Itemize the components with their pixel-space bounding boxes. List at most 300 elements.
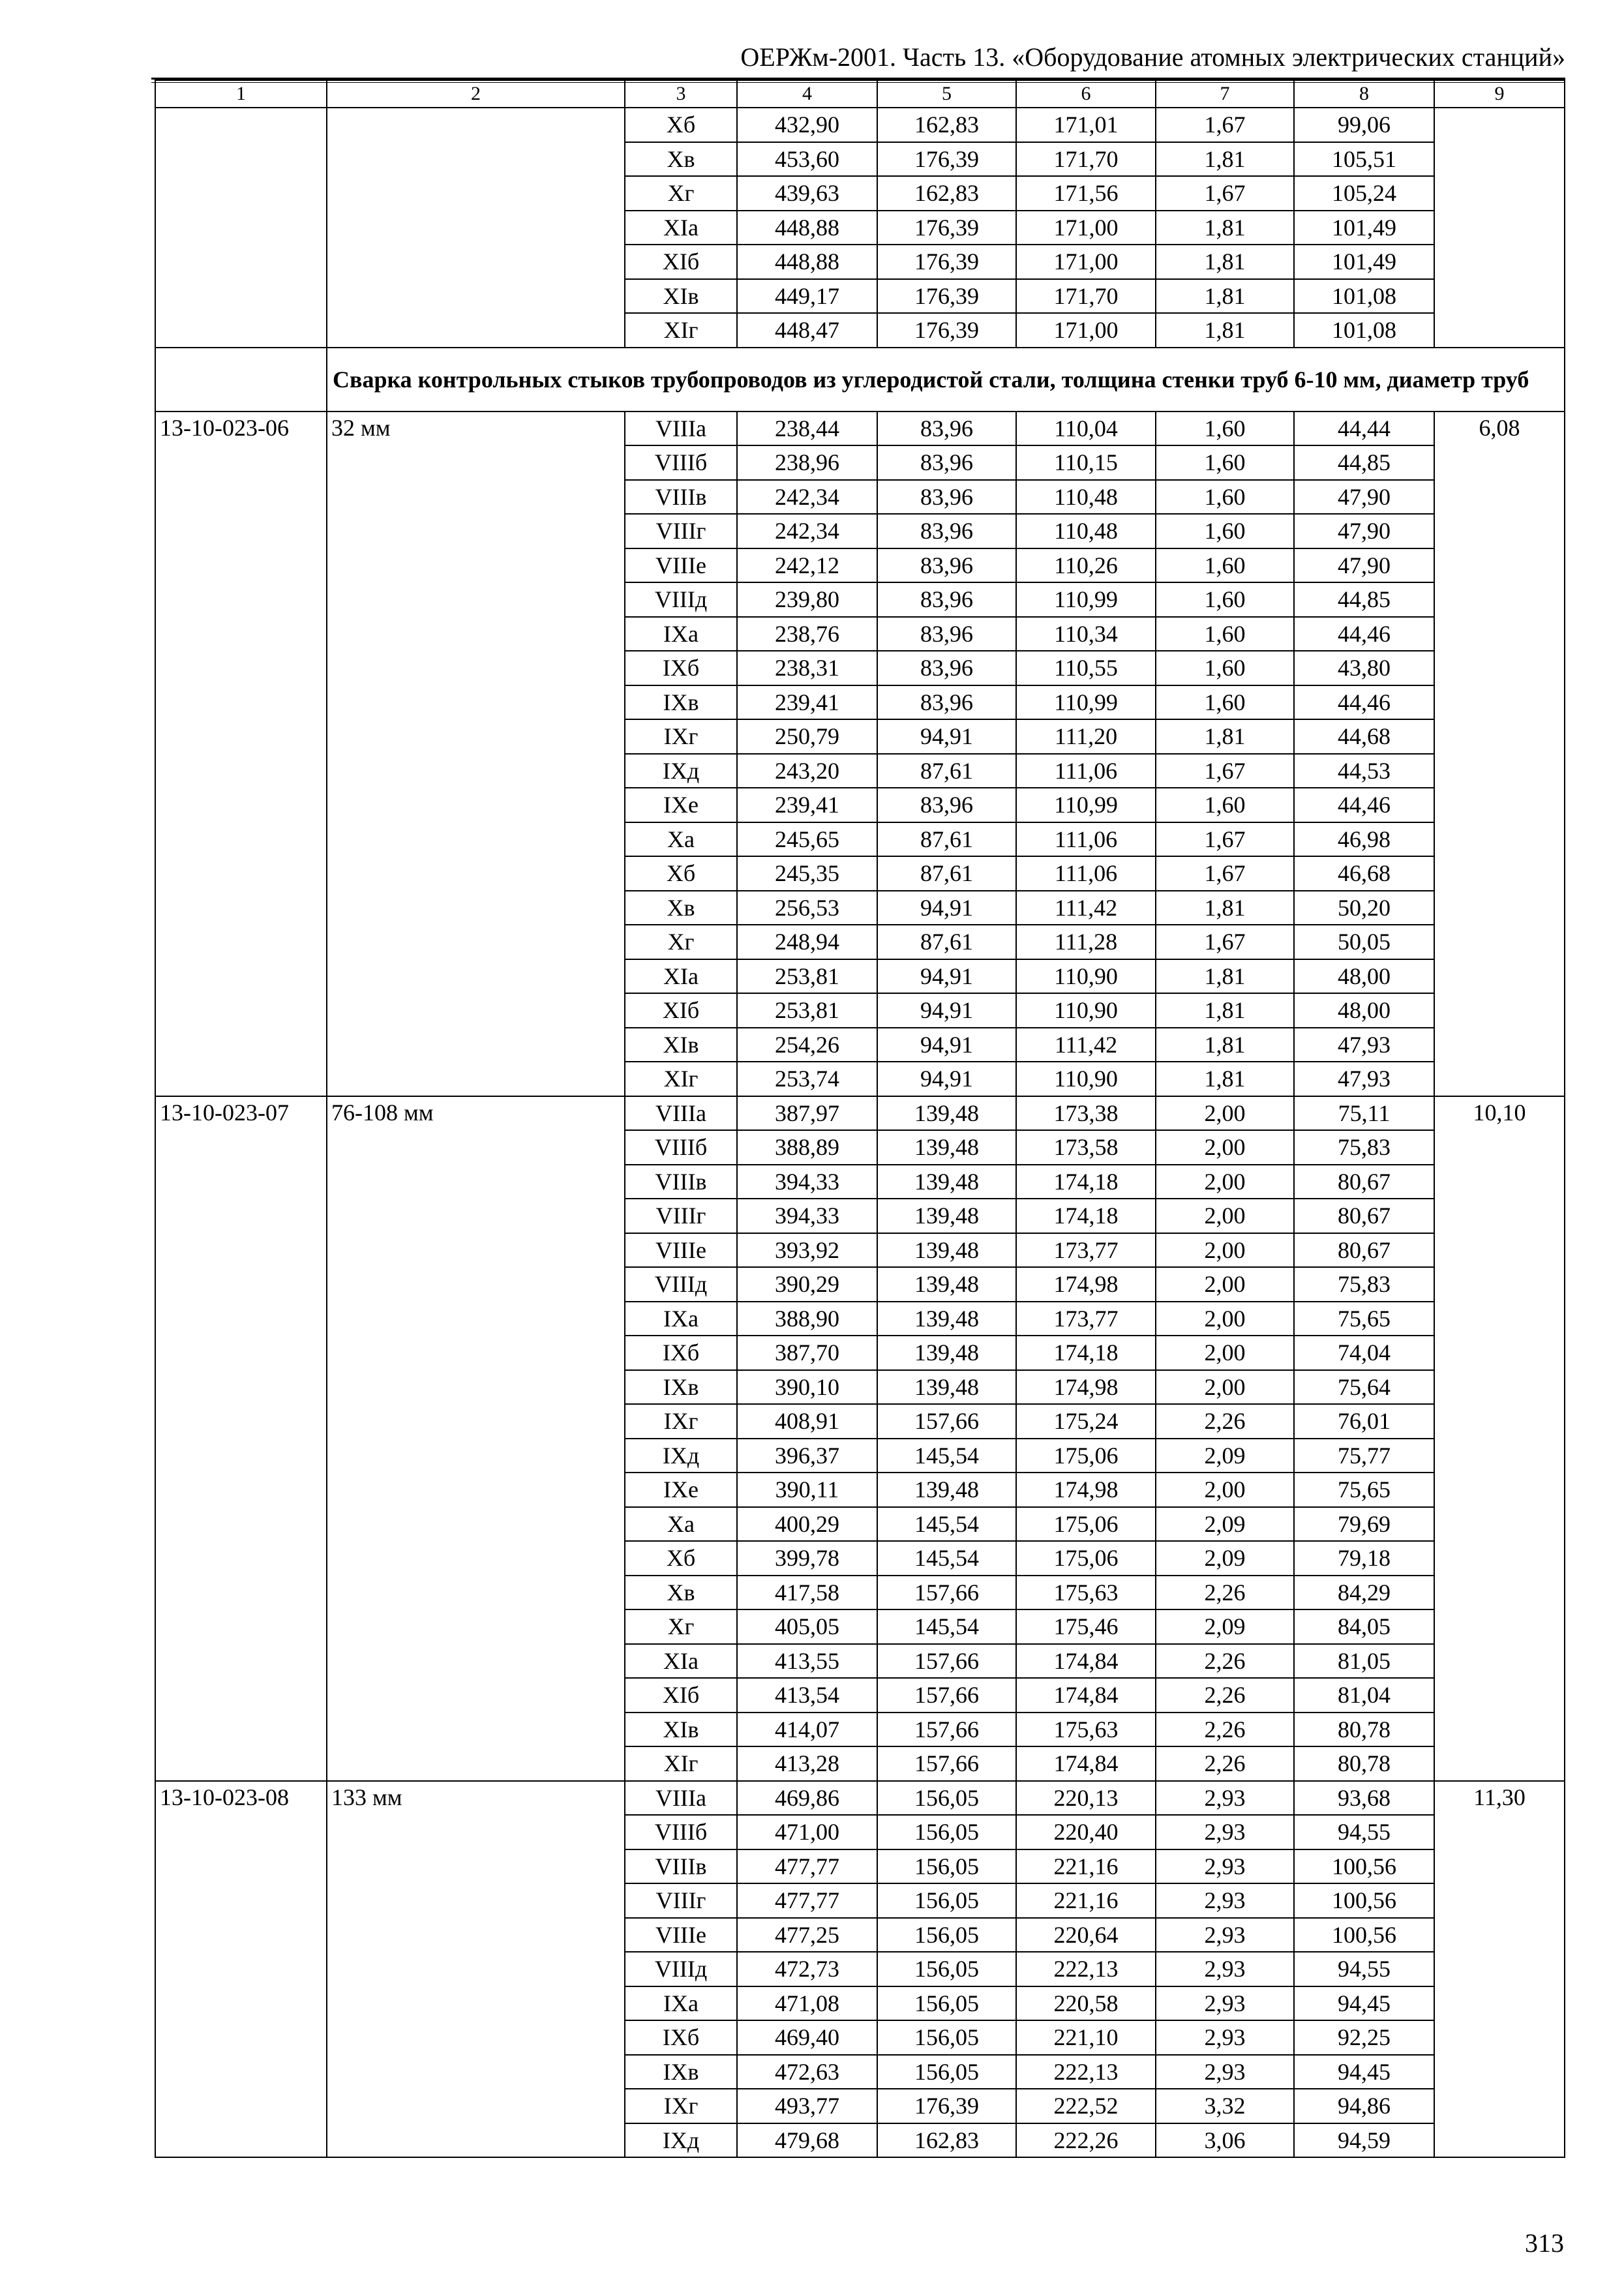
cell-col5: 162,83 (877, 2123, 1016, 2158)
cell-col6: 110,15 (1016, 445, 1156, 480)
cell-col5: 83,96 (877, 788, 1016, 822)
cell-col6: 174,18 (1016, 1336, 1156, 1370)
cell-col8: 93,68 (1294, 1781, 1434, 1816)
cell-col8: 50,05 (1294, 925, 1434, 959)
column-number: 6 (1016, 80, 1156, 108)
cell-category: VIIIa (625, 1781, 737, 1816)
cell-col5: 176,39 (877, 211, 1016, 245)
cell-category: Xг (625, 925, 737, 959)
cell-col4: 394,33 (737, 1165, 877, 1199)
cell-col8: 47,90 (1294, 480, 1434, 515)
cell-col5: 145,54 (877, 1507, 1016, 1542)
cell-col6: 110,34 (1016, 617, 1156, 651)
cell-col8: 44,46 (1294, 788, 1434, 822)
cell-category: IXб (625, 2020, 737, 2055)
cell-category: VIIIa (625, 1096, 737, 1131)
cell-col6: 174,84 (1016, 1746, 1156, 1781)
cell-col8: 84,29 (1294, 1576, 1434, 1610)
cell-col4: 399,78 (737, 1541, 877, 1576)
cell-category: VIIIв (625, 1849, 737, 1884)
cell-col6: 174,18 (1016, 1165, 1156, 1199)
cell-col8: 47,93 (1294, 1062, 1434, 1096)
cell-col4: 238,31 (737, 651, 877, 685)
cell-col5: 83,96 (877, 445, 1016, 480)
cell-col6: 173,58 (1016, 1130, 1156, 1165)
section-title: Сварка контрольных стыков трубопроводов из углеродистой стали, толщина стенки труб 6-10 мм, диаметр труб (327, 348, 1565, 411)
cell-col7: 2,00 (1156, 1096, 1294, 1131)
cell-category: VIIIг (625, 1199, 737, 1233)
cell-col8: 48,00 (1294, 993, 1434, 1028)
cell-col8: 92,25 (1294, 2020, 1434, 2055)
cell-col7: 1,60 (1156, 651, 1294, 685)
cell-category: VIIIд (625, 1952, 737, 1986)
cell-category: Хг (625, 176, 737, 211)
cell-col6: 171,56 (1016, 176, 1156, 211)
cell-col5: 139,48 (877, 1302, 1016, 1336)
cell-col4: 479,68 (737, 2123, 877, 2158)
cell-col8: 101,49 (1294, 245, 1434, 279)
cell-col4: 388,90 (737, 1302, 877, 1336)
cell-col5: 157,66 (877, 1746, 1016, 1781)
cell-col6: 174,98 (1016, 1370, 1156, 1405)
cell-col6: 111,20 (1016, 719, 1156, 754)
cell-col8: 75,83 (1294, 1267, 1434, 1302)
cell-col5: 139,48 (877, 1267, 1016, 1302)
cell-col7: 2,00 (1156, 1233, 1294, 1268)
cell-col5: 87,61 (877, 754, 1016, 788)
cell-col7: 2,26 (1156, 1404, 1294, 1439)
cell-col6: 175,46 (1016, 1609, 1156, 1644)
cell-col5: 157,66 (877, 1576, 1016, 1610)
cell-col6: 220,58 (1016, 1986, 1156, 2021)
cell-col7: 1,60 (1156, 480, 1294, 515)
cell-col6: 222,13 (1016, 2055, 1156, 2089)
cell-col8: 99,06 (1294, 108, 1434, 142)
cell-col7: 1,81 (1156, 245, 1294, 279)
cell-col5: 176,39 (877, 279, 1016, 314)
cell-col6: 110,48 (1016, 514, 1156, 548)
cell-col8: 101,08 (1294, 279, 1434, 314)
cell-col6: 171,00 (1016, 313, 1156, 348)
cell-col6: 111,42 (1016, 891, 1156, 925)
cell-category: XIв (625, 1713, 737, 1747)
pipe-diameter: 133 мм (327, 1781, 625, 2158)
cell-col4: 394,33 (737, 1199, 877, 1233)
labor-rate: 6,08 (1434, 411, 1565, 1096)
cell-col4: 390,10 (737, 1370, 877, 1405)
cell-col8: 100,56 (1294, 1849, 1434, 1884)
cell-col7: 1,60 (1156, 617, 1294, 651)
cell-col5: 139,48 (877, 1336, 1016, 1370)
cell-col8: 44,44 (1294, 411, 1434, 446)
cell-col5: 87,61 (877, 822, 1016, 857)
cell-col7: 1,67 (1156, 822, 1294, 857)
cell-col6: 111,06 (1016, 754, 1156, 788)
cell-category: IXд (625, 1439, 737, 1473)
cell-col8: 105,51 (1294, 142, 1434, 177)
page-number: 313 (1525, 2228, 1564, 2258)
cell-col7: 1,60 (1156, 548, 1294, 583)
cell-col7: 2,93 (1156, 1918, 1294, 1952)
cell-col5: 94,91 (877, 1028, 1016, 1062)
cell-col4: 390,11 (737, 1473, 877, 1507)
cell-category: Xa (625, 1507, 737, 1542)
cell-col7: 1,60 (1156, 411, 1294, 446)
cell-col6: 111,42 (1016, 1028, 1156, 1062)
cell-col6: 173,38 (1016, 1096, 1156, 1131)
cell-col4: 405,05 (737, 1609, 877, 1644)
cell-col8: 44,85 (1294, 582, 1434, 617)
cell-col7: 1,60 (1156, 514, 1294, 548)
cell-col4: 242,34 (737, 480, 877, 515)
cell-col5: 83,96 (877, 685, 1016, 720)
cell-col4: 387,70 (737, 1336, 877, 1370)
cell-col7: 2,26 (1156, 1678, 1294, 1713)
cell-col6: 221,16 (1016, 1849, 1156, 1884)
cell-col8: 101,49 (1294, 211, 1434, 245)
cell-col6: 175,06 (1016, 1439, 1156, 1473)
cell-col6: 175,06 (1016, 1507, 1156, 1542)
labor-rate: 10,10 (1434, 1096, 1565, 1781)
cell-col6: 111,06 (1016, 822, 1156, 857)
cell-col8: 75,83 (1294, 1130, 1434, 1165)
cell-col5: 156,05 (877, 2055, 1016, 2089)
cell-category: VIIIд (625, 1267, 737, 1302)
cell-col8: 94,59 (1294, 2123, 1434, 2158)
table-body (155, 80, 1565, 2157)
cell-col7: 2,26 (1156, 1746, 1294, 1781)
cell-col7: 1,60 (1156, 685, 1294, 720)
cell-category: IXб (625, 1336, 737, 1370)
column-number: 4 (737, 80, 877, 108)
cell-col5: 176,39 (877, 2089, 1016, 2123)
cell-col6: 110,04 (1016, 411, 1156, 446)
cell-category: VIIIa (625, 411, 737, 446)
cell-col7: 2,93 (1156, 2055, 1294, 2089)
cell-col8: 75,65 (1294, 1473, 1434, 1507)
cell-col4: 471,08 (737, 1986, 877, 2021)
cell-col4: 239,80 (737, 582, 877, 617)
cell-col5: 156,05 (877, 1986, 1016, 2021)
cell-col6: 111,28 (1016, 925, 1156, 959)
cell-col8: 94,55 (1294, 1952, 1434, 1986)
cell-col6: 110,99 (1016, 685, 1156, 720)
cell-col4: 245,35 (737, 856, 877, 891)
cell-col7: 1,67 (1156, 925, 1294, 959)
cell-category: IXв (625, 2055, 737, 2089)
cell-col8: 50,20 (1294, 891, 1434, 925)
cell-col7: 2,00 (1156, 1473, 1294, 1507)
cell-col8: 81,05 (1294, 1644, 1434, 1679)
cell-col6: 220,40 (1016, 1815, 1156, 1849)
section-row (155, 348, 1565, 411)
cell-col6: 221,10 (1016, 2020, 1156, 2055)
cell-col7: 1,81 (1156, 279, 1294, 314)
cell-category: XIa (625, 211, 737, 245)
column-number: 8 (1294, 80, 1434, 108)
cell-col5: 157,66 (877, 1678, 1016, 1713)
rate-code: 13-10-023-08 (155, 1781, 327, 2158)
cell-col5: 162,83 (877, 176, 1016, 211)
cell-col6: 174,98 (1016, 1267, 1156, 1302)
cell-col5: 139,48 (877, 1165, 1016, 1199)
cell-category: XIг (625, 1062, 737, 1096)
cell-col7: 1,60 (1156, 582, 1294, 617)
cell-col8: 75,65 (1294, 1302, 1434, 1336)
cell-col6: 222,13 (1016, 1952, 1156, 1986)
cell-col4: 393,92 (737, 1233, 877, 1268)
cell-col4: 242,34 (737, 514, 877, 548)
cell-col7: 1,81 (1156, 891, 1294, 925)
pipe-diameter: 32 мм (327, 411, 625, 1096)
cell-col5: 156,05 (877, 1918, 1016, 1952)
cell-col5: 83,96 (877, 514, 1016, 548)
cell-col4: 453,60 (737, 142, 877, 177)
cell-col4: 449,17 (737, 279, 877, 314)
cell-col5: 83,96 (877, 582, 1016, 617)
cell-col8: 80,78 (1294, 1713, 1434, 1747)
cell-col6: 175,63 (1016, 1713, 1156, 1747)
cell-col4: 413,54 (737, 1678, 877, 1713)
cell-col4: 239,41 (737, 788, 877, 822)
cell-col4: 250,79 (737, 719, 877, 754)
cell-col5: 94,91 (877, 1062, 1016, 1096)
cell-col5: 94,91 (877, 959, 1016, 994)
labor-rate: 11,30 (1434, 1781, 1565, 2158)
cell-category: Xв (625, 891, 737, 925)
cell-category: IXa (625, 617, 737, 651)
cell-col6: 175,63 (1016, 1576, 1156, 1610)
cell-category: IXв (625, 685, 737, 720)
cell-col6: 175,24 (1016, 1404, 1156, 1439)
cell-col7: 2,00 (1156, 1302, 1294, 1336)
cell-col4: 253,74 (737, 1062, 877, 1096)
cell-col6: 110,48 (1016, 480, 1156, 515)
cell-col5: 139,48 (877, 1370, 1016, 1405)
cell-col4: 439,63 (737, 176, 877, 211)
cell-category: Хб (625, 108, 737, 142)
cell-col6: 175,06 (1016, 1541, 1156, 1576)
cell-col8: 80,67 (1294, 1199, 1434, 1233)
cell-col7: 2,93 (1156, 1883, 1294, 1918)
cell-col8: 79,18 (1294, 1541, 1434, 1576)
cell-col5: 94,91 (877, 719, 1016, 754)
cell-category: Xa (625, 822, 737, 857)
table-row (155, 1781, 1565, 1816)
cell-category: IXб (625, 651, 737, 685)
rate-code: 13-10-023-07 (155, 1096, 327, 1781)
column-number: 5 (877, 80, 1016, 108)
cell-col8: 94,86 (1294, 2089, 1434, 2123)
cell-col8: 46,98 (1294, 822, 1434, 857)
cell-category: VIIIe (625, 1233, 737, 1268)
cell-col6: 174,98 (1016, 1473, 1156, 1507)
cell-col6: 110,99 (1016, 582, 1156, 617)
cell-col7: 1,81 (1156, 142, 1294, 177)
cell-col7: 2,09 (1156, 1609, 1294, 1644)
cell-col5: 156,05 (877, 1781, 1016, 1816)
cell-col4: 238,44 (737, 411, 877, 446)
cell-col8: 44,46 (1294, 685, 1434, 720)
cell-col8: 100,56 (1294, 1883, 1434, 1918)
cell-col4: 469,40 (737, 2020, 877, 2055)
cell-category: VIIIe (625, 1918, 737, 1952)
cell-col5: 83,96 (877, 617, 1016, 651)
cell-col7: 1,60 (1156, 788, 1294, 822)
cell-category: IXг (625, 719, 737, 754)
cell-col8: 94,45 (1294, 1986, 1434, 2021)
cell-col6: 171,70 (1016, 279, 1156, 314)
column-number-row (155, 80, 1565, 108)
cell-col8: 94,45 (1294, 2055, 1434, 2089)
cell-col7: 2,26 (1156, 1576, 1294, 1610)
cell-category: VIIIв (625, 480, 737, 515)
cell-col8: 44,53 (1294, 754, 1434, 788)
cell-col8: 105,24 (1294, 176, 1434, 211)
cell-category: VIIIб (625, 1815, 737, 1849)
cell-col7: 2,09 (1156, 1541, 1294, 1576)
cell-col4: 477,77 (737, 1849, 877, 1884)
cell-col7: 2,09 (1156, 1507, 1294, 1542)
cell-col6: 220,13 (1016, 1781, 1156, 1816)
cell-col5: 94,91 (877, 891, 1016, 925)
cell-category: IXe (625, 788, 737, 822)
cell-col8: 48,00 (1294, 959, 1434, 994)
cell-col6: 171,00 (1016, 211, 1156, 245)
cell-col5: 83,96 (877, 480, 1016, 515)
cell-category: IXг (625, 1404, 737, 1439)
cell-col5: 139,48 (877, 1130, 1016, 1165)
cell-col4: 248,94 (737, 925, 877, 959)
cell-col5: 157,66 (877, 1644, 1016, 1679)
cell-col7: 1,81 (1156, 1062, 1294, 1096)
cell-col4: 239,41 (737, 685, 877, 720)
cell-col7: 2,93 (1156, 2020, 1294, 2055)
rates-table (155, 80, 1565, 2158)
cell-col4: 477,77 (737, 1883, 877, 1918)
table-row (155, 108, 1565, 142)
cell-category: XIб (625, 993, 737, 1028)
cell-category: IXe (625, 1473, 737, 1507)
cell-category: VIIIг (625, 514, 737, 548)
cell-category: VIIIв (625, 1165, 737, 1199)
cell-col4: 408,91 (737, 1404, 877, 1439)
cell-col8: 80,67 (1294, 1165, 1434, 1199)
cell-col7: 2,00 (1156, 1336, 1294, 1370)
cell-category: VIIIд (625, 582, 737, 617)
cell-col5: 145,54 (877, 1541, 1016, 1576)
cell-category: VIIIб (625, 445, 737, 480)
cell-col8: 80,67 (1294, 1233, 1434, 1268)
cell-col8: 44,68 (1294, 719, 1434, 754)
cell-code-empty (155, 108, 327, 348)
cell-col7: 1,67 (1156, 856, 1294, 891)
cell-col7: 2,93 (1156, 1952, 1294, 1986)
cell-col7: 1,81 (1156, 313, 1294, 348)
cell-col7: 2,93 (1156, 1849, 1294, 1884)
cell-col4: 238,96 (737, 445, 877, 480)
column-number: 3 (625, 80, 737, 108)
cell-category: XIг (625, 1746, 737, 1781)
table-row (155, 411, 1565, 446)
cell-col5: 83,96 (877, 548, 1016, 583)
cell-col4: 493,77 (737, 2089, 877, 2123)
cell-col5: 94,91 (877, 993, 1016, 1028)
cell-col6: 174,18 (1016, 1199, 1156, 1233)
rate-code: 13-10-023-06 (155, 411, 327, 1096)
cell-col8: 80,78 (1294, 1746, 1434, 1781)
cell-col4: 417,58 (737, 1576, 877, 1610)
cell-col4: 471,00 (737, 1815, 877, 1849)
cell-category: VIIIб (625, 1130, 737, 1165)
cell-category: XIг (625, 313, 737, 348)
cell-col7: 2,09 (1156, 1439, 1294, 1473)
cell-col5: 157,66 (877, 1713, 1016, 1747)
cell-col5: 87,61 (877, 925, 1016, 959)
cell-col4: 243,20 (737, 754, 877, 788)
cell-col6: 110,55 (1016, 651, 1156, 685)
cell-col6: 110,90 (1016, 1062, 1156, 1096)
cell-col7: 1,81 (1156, 959, 1294, 994)
cell-col6: 174,84 (1016, 1678, 1156, 1713)
cell-col4: 253,81 (737, 959, 877, 994)
cell-col8: 47,90 (1294, 548, 1434, 583)
cell-col8: 101,08 (1294, 313, 1434, 348)
cell-rate-empty (1434, 108, 1565, 348)
cell-col7: 2,00 (1156, 1165, 1294, 1199)
cell-category: IXa (625, 1302, 737, 1336)
cell-col5: 139,48 (877, 1233, 1016, 1268)
column-number: 9 (1434, 80, 1565, 108)
page-header (151, 38, 1565, 77)
cell-col6: 111,06 (1016, 856, 1156, 891)
cell-col6: 173,77 (1016, 1302, 1156, 1336)
cell-col8: 46,68 (1294, 856, 1434, 891)
cell-category: XIa (625, 959, 737, 994)
cell-col4: 413,28 (737, 1746, 877, 1781)
cell-col6: 220,64 (1016, 1918, 1156, 1952)
section-code-empty (155, 348, 327, 411)
cell-col8: 84,05 (1294, 1609, 1434, 1644)
cell-col7: 2,00 (1156, 1370, 1294, 1405)
cell-col5: 162,83 (877, 108, 1016, 142)
cell-col6: 110,99 (1016, 788, 1156, 822)
cell-category: XIв (625, 1028, 737, 1062)
cell-col8: 76,01 (1294, 1404, 1434, 1439)
cell-col5: 156,05 (877, 2020, 1016, 2055)
cell-category: XIв (625, 279, 737, 314)
cell-col5: 83,96 (877, 651, 1016, 685)
cell-category: IXв (625, 1370, 737, 1405)
cell-col4: 238,76 (737, 617, 877, 651)
cell-col6: 110,90 (1016, 993, 1156, 1028)
cell-col4: 245,65 (737, 822, 877, 857)
cell-col7: 1,81 (1156, 1028, 1294, 1062)
cell-col6: 222,52 (1016, 2089, 1156, 2123)
cell-col7: 2,26 (1156, 1644, 1294, 1679)
cell-col5: 139,48 (877, 1473, 1016, 1507)
cell-category: Xв (625, 1576, 737, 1610)
cell-col4: 242,12 (737, 548, 877, 583)
cell-category: IXг (625, 2089, 737, 2123)
cell-col4: 387,97 (737, 1096, 877, 1131)
document-title: ОЕРЖм-2001. Часть 13. «Оборудование атомных электрических станций» (740, 42, 1565, 72)
cell-col5: 176,39 (877, 313, 1016, 348)
cell-col5: 139,48 (877, 1096, 1016, 1131)
cell-col6: 173,77 (1016, 1233, 1156, 1268)
cell-category: XIa (625, 1644, 737, 1679)
cell-col6: 171,70 (1016, 142, 1156, 177)
